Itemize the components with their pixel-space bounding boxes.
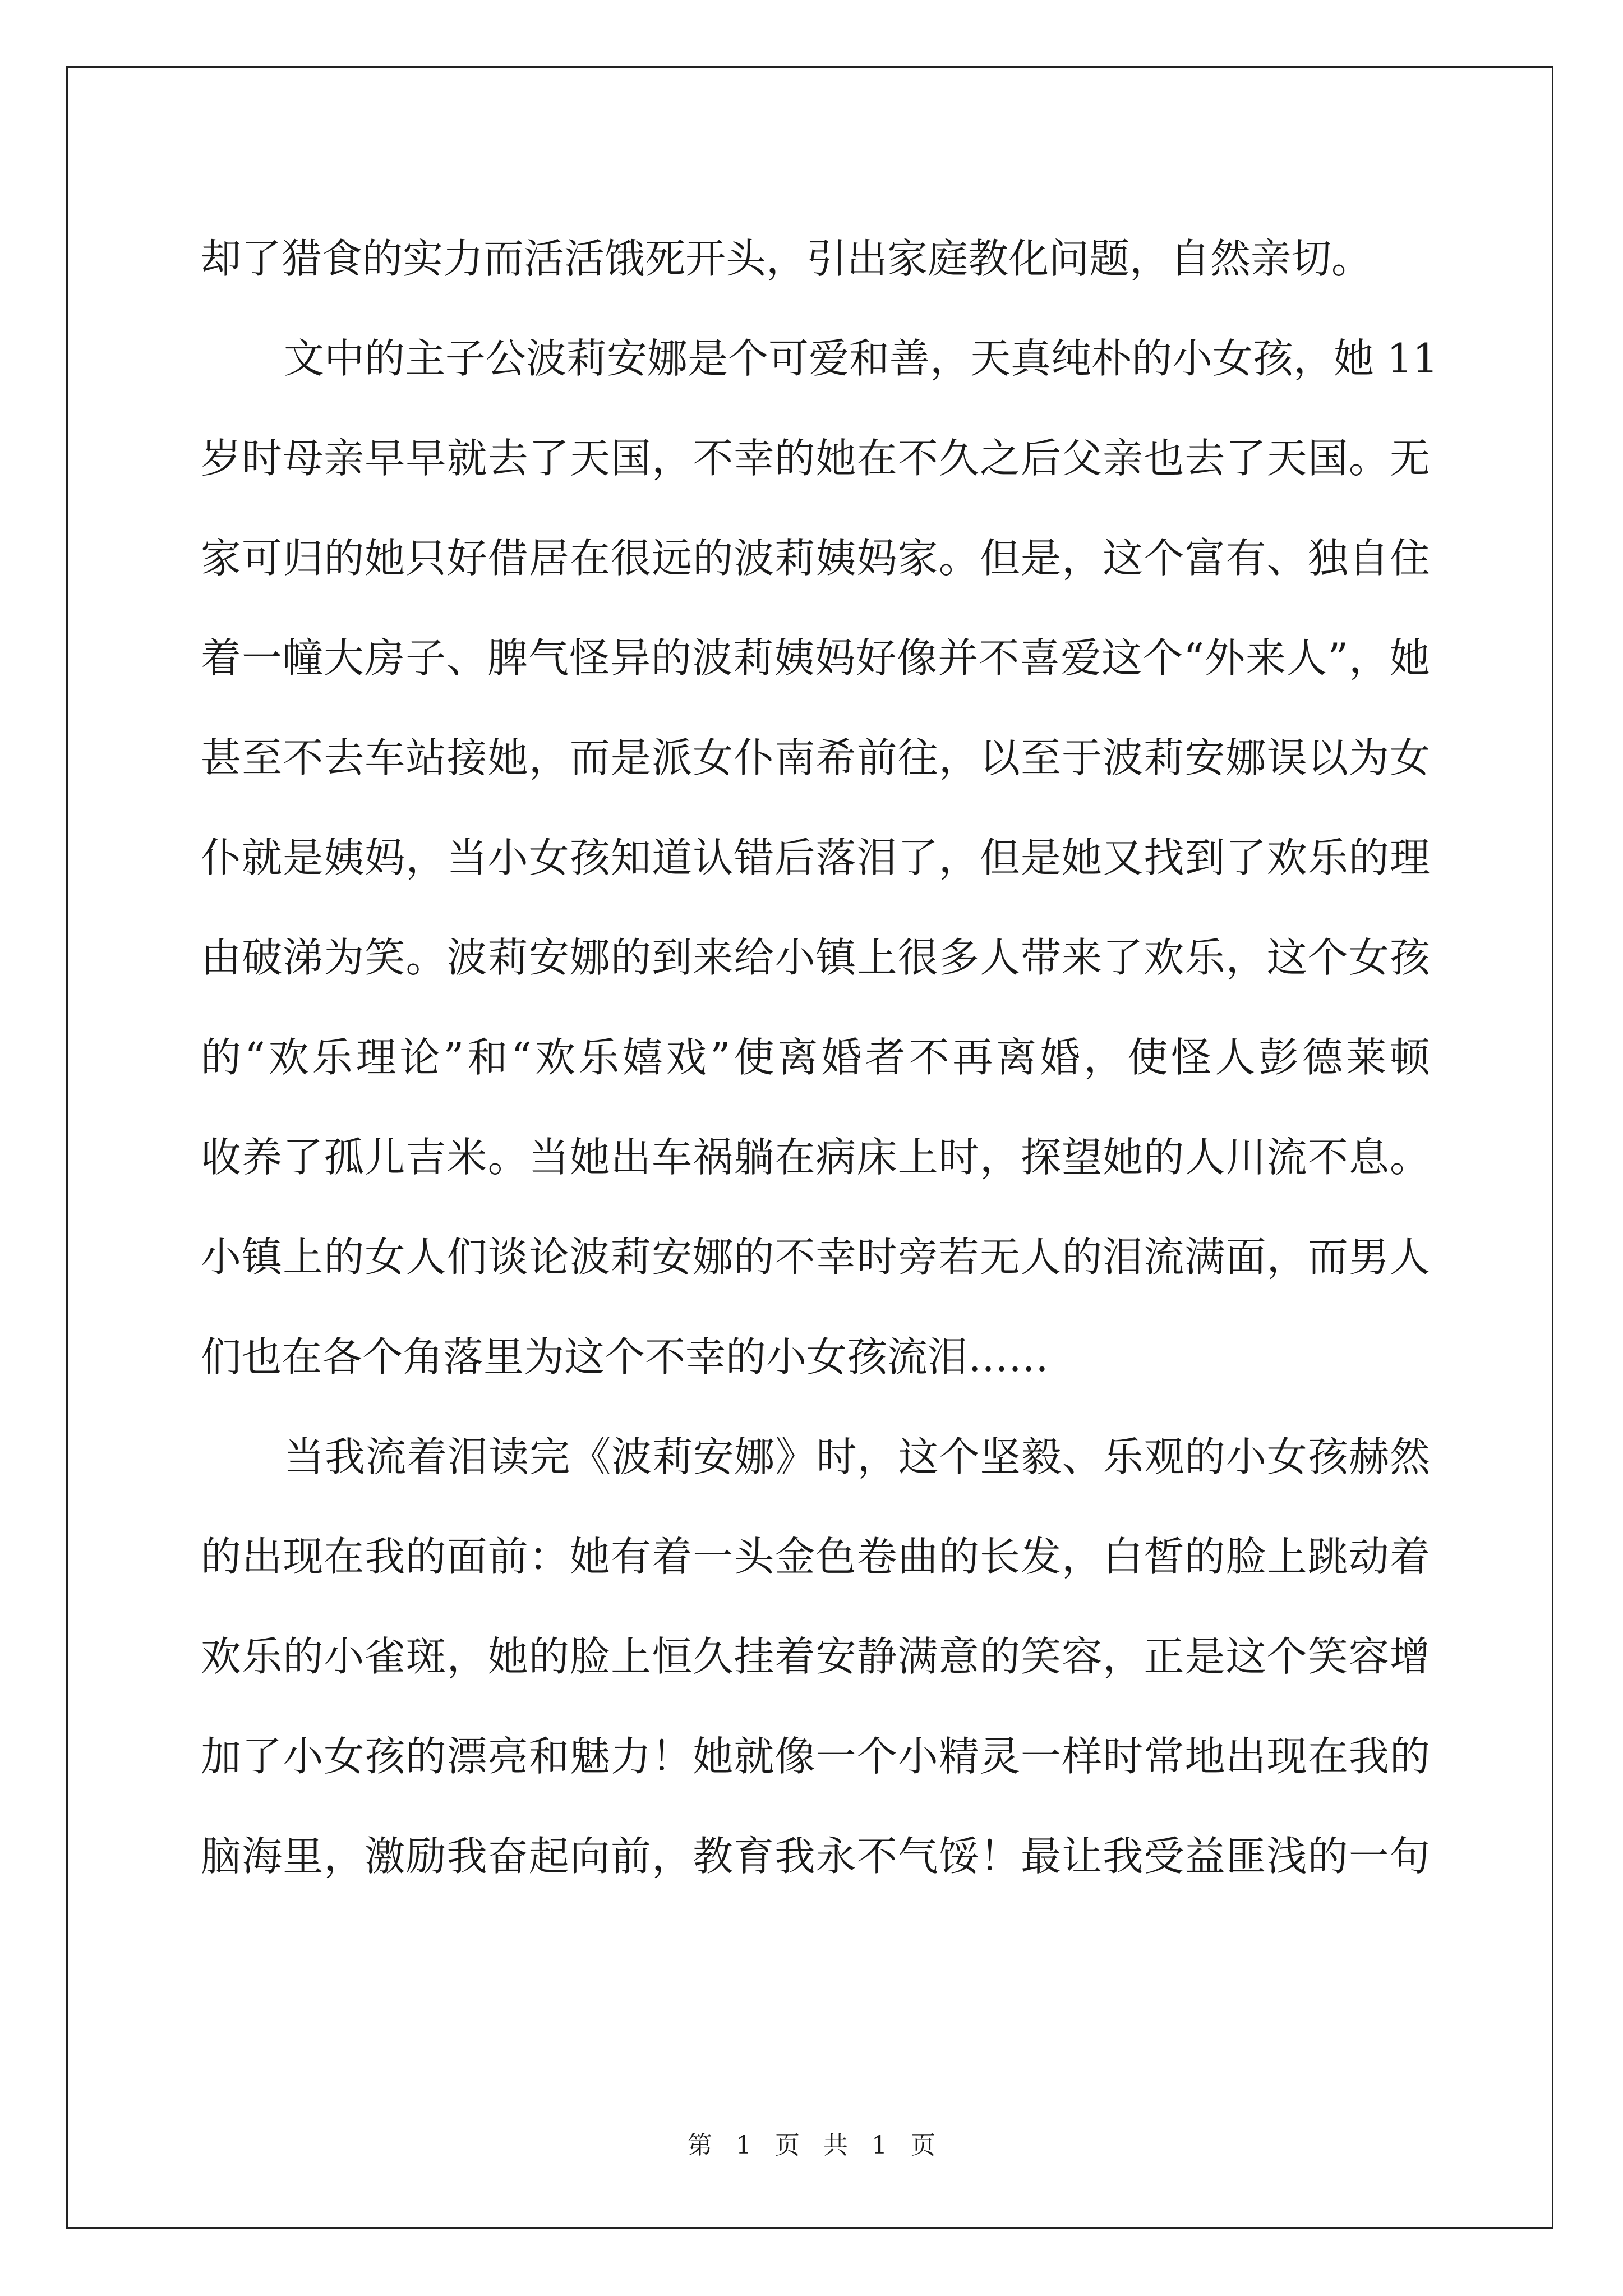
page-total: 共 1 页 <box>823 2131 935 2160</box>
text-line: 岁时母亲早早就去了天国，不幸的她在不久之后父亲也去了天国。无 <box>201 435 1430 482</box>
text-line: 们也在各个角落里为这个不幸的小女孩流泪…… <box>201 1333 1049 1381</box>
text-line: 的“欢乐理论”和“欢乐嬉戏”使离婚者不再离婚，使怪人彭德莱顿 <box>201 1034 1430 1081</box>
text-line: 着一幢大房子、脾气怪异的波莉姨妈好像并不喜爱这个“外来人”，她 <box>201 634 1430 682</box>
text-line: 由破涕为笑。波莉安娜的到来给小镇上很多人带来了欢乐，这个女孩 <box>201 934 1430 981</box>
text-line: 收养了孤儿吉米。当她出车祸躺在病床上时，探望她的人川流不息。 <box>201 1134 1430 1181</box>
page-footer <box>0 2129 1623 2162</box>
text-line: 的出现在我的面前：她有着一头金色卷曲的长发，白皙的脸上跳动着 <box>201 1533 1430 1580</box>
text-line: 加了小女孩的漂亮和魅力！她就像一个小精灵一样时常地出现在我的 <box>201 1733 1430 1780</box>
text-line: 欢乐的小雀斑，她的脸上恒久挂着安静满意的笑容，正是这个笑容增 <box>201 1633 1430 1680</box>
text-line: 仆就是姨妈，当小女孩知道认错后落泪了，但是她又找到了欢乐的理 <box>201 834 1430 881</box>
document-body <box>201 209 1438 1906</box>
page-number: 第 1 页 <box>688 2131 800 2160</box>
text-line: 脑海里，激励我奋起向前，教育我永不气馁！最让我受益匪浅的一句 <box>201 1833 1430 1880</box>
text-line: 却了猎食的实力而活活饿死开头，引出家庭教化问题，自然亲切。 <box>201 235 1372 282</box>
text-line: 文中的主子公波莉安娜是个可爱和善，天真纯朴的小女孩，她 11 <box>284 335 1438 382</box>
text-line: 小镇上的女人们谈论波莉安娜的不幸时旁若无人的泪流满面，而男人 <box>201 1234 1430 1281</box>
text-line: 当我流着泪读完《波莉安娜》时，这个坚毅、乐观的小女孩赫然 <box>284 1433 1430 1480</box>
text-line: 甚至不去车站接她，而是派女仆南希前往，以至于波莉安娜误以为女 <box>201 734 1430 781</box>
text-line: 家可归的她只好借居在很远的波莉姨妈家。但是，这个富有、独自住 <box>201 535 1430 582</box>
